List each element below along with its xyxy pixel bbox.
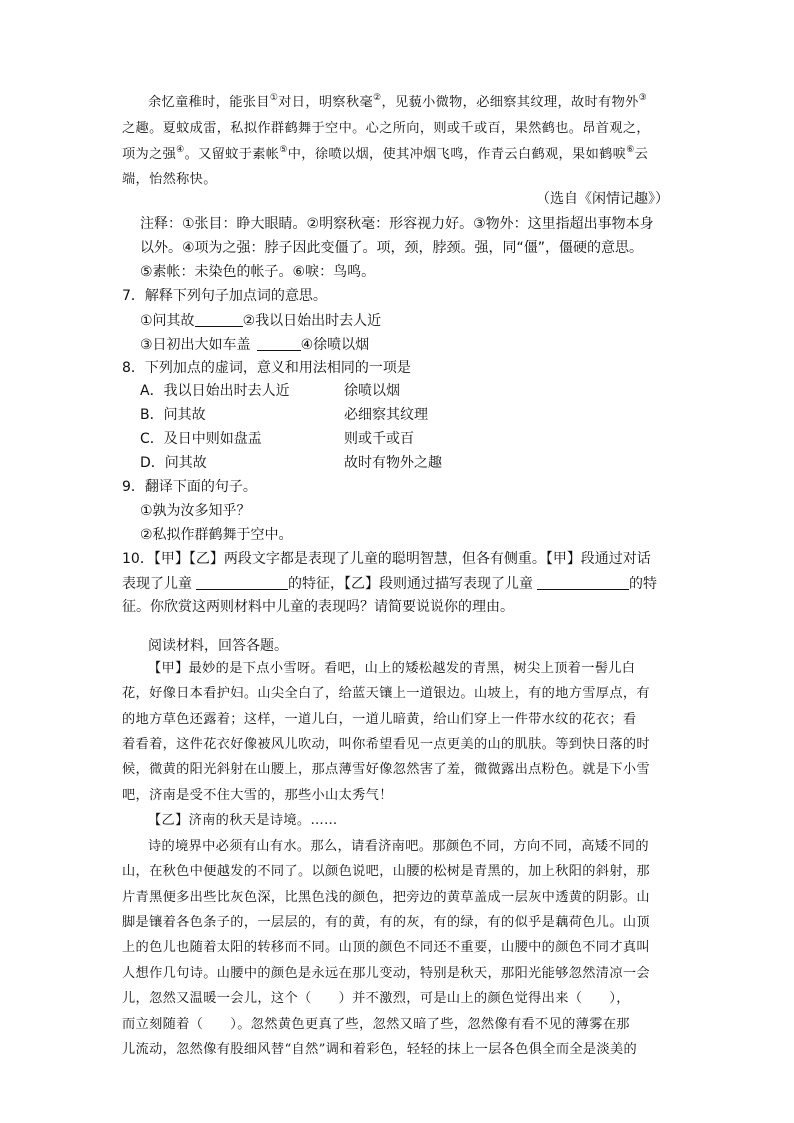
passage1-line-2: 之趣。夏蚊成雷，私拟作群鹤舞于空中。心之所向，则或千或百，果然鹤也。昂首观之， bbox=[122, 121, 650, 136]
yi-heading: 【乙】济南的秋天是诗境。…… bbox=[148, 813, 338, 828]
notes-line-2: 以外。④项为之强：脖子因此变僵了。项，颈，脖颈。强，同“僵”，僵硬的意思。 bbox=[140, 240, 644, 256]
yi-line: 上的色儿也随着太阳的转移而不同。山顶的颜色不同还不重要，山腰中的颜色不同才真叫 bbox=[122, 940, 650, 955]
passage1-source: （选自《闲情记趣》） bbox=[536, 191, 669, 207]
yi-line: 而立刻随着（ ）。忽然黄色更真了些，忽然又暗了些，忽然像有看不见的薄雾在那 bbox=[122, 1017, 630, 1032]
answer-blank[interactable] bbox=[196, 576, 288, 590]
passage1-line-4: 端，怡然称快。 bbox=[122, 172, 217, 187]
jia-line: 花，好像日本看护妇。山尖全白了，给蓝天镶上一道银边。山坡上，有的地方雪厚点，有 bbox=[122, 686, 650, 701]
q9-item-1: ①孰为汝多知乎？ bbox=[140, 503, 251, 519]
q7-row-1: ①问其故 ②我以日始出时去人近 bbox=[140, 313, 382, 329]
jia-line: 的地方草色还露着；这样，一道儿白，一道儿暗黄，给山们穿上一件带水纹的花衣；看 bbox=[122, 712, 637, 727]
q8-option-a-pair: 徐喷以烟 bbox=[344, 383, 400, 399]
reading-intro: 阅读材料，回答各题。 bbox=[148, 638, 288, 654]
jia-line: 【甲】最妙的是下点小雪呀。看吧，山上的矮松越发的青黑，树尖上顶着一髻儿白 bbox=[148, 661, 636, 676]
yi-line: 山，在秋色中便越发的不同了。以颜色说吧，山腰的松树是青黑的，加上秋阳的斜射，那 bbox=[122, 864, 650, 879]
yi-line: 诗的境界中必须有山有水。那么，请看济南吧。那颜色不同，方向不同，高矮不同的 bbox=[148, 839, 649, 854]
q10-line-2: 表现了儿童 的特征，【乙】段则通过描写表现了儿童 的特 bbox=[122, 576, 657, 592]
jia-line: 着看着，这件花衣好像被风儿吹动，叫你希望看见一点更美的山的肌肤。等到快日落的时 bbox=[122, 737, 650, 752]
q8-option-d-pair: 故时有物外之趣 bbox=[344, 455, 442, 471]
jia-line: 吧，济南是受不住大雪的，那些小山太秀气！ bbox=[122, 788, 393, 803]
q8-option-b-pair: 必细察其纹理 bbox=[344, 407, 428, 423]
q8-option-a[interactable]: A．我以日始出时去人近 bbox=[140, 383, 290, 399]
q9-stem: 9．翻译下面的句子。 bbox=[122, 479, 257, 495]
yi-line: 片青黑便多出些比灰色深，比黑色浅的颜色，把旁边的黄草盖成一层灰中透黄的阴影。山 bbox=[122, 890, 650, 905]
passage1-line-3: 项为之强④。又留蚊于素帐⑤中，徐喷以烟，使其冲烟飞鸣，作青云白鹤观，果如鹤唳⑥云 bbox=[122, 145, 649, 162]
q8-option-c[interactable]: C．及日中则如盘盂 bbox=[140, 431, 262, 447]
q10-line-1: 10．【甲】【乙】两段文字都是表现了儿童的聪明智慧，但各有侧重。【甲】段通过对话 bbox=[122, 551, 651, 567]
passage1-line-1: 余忆童稚时，能张目①对日，明察秋毫②，见藐小微物，必细察其纹理，故时有物外③ bbox=[148, 93, 648, 110]
note-marker: ② bbox=[373, 93, 382, 103]
q10-line-3: 征。你欣赏这两则材料中儿童的表现吗？请简要说说你的理由。 bbox=[122, 599, 514, 615]
q7-stem: 7．解释下列句子加点词的意思。 bbox=[122, 288, 327, 304]
yi-line: 人想作几句诗。山腰中的颜色是永远在那儿变动，特别是秋天，那阳光能够忽然清凉一会 bbox=[122, 966, 650, 981]
yi-line: 儿流动，忽然像有股细风替“自然”调和着彩色，轻轻的抹上一层各色俱全而全是淡美的 bbox=[122, 1042, 638, 1057]
note-marker: ④ bbox=[176, 145, 185, 155]
q8-option-c-pair: 则或千或百 bbox=[344, 431, 414, 447]
q8-stem: 8．下列加点的虚词，意义和用法相同的一项是 bbox=[122, 360, 411, 376]
answer-blank[interactable] bbox=[195, 313, 243, 327]
q8-option-d[interactable]: D．问其故 bbox=[140, 455, 207, 471]
note-marker: ⑤ bbox=[279, 145, 288, 155]
answer-blank[interactable] bbox=[537, 576, 629, 590]
note-marker: ③ bbox=[638, 93, 648, 103]
yi-line: 脚是镶着各色条子的，一层层的，有的黄，有的灰，有的绿，有的似乎是藕荷色儿。山顶 bbox=[122, 915, 650, 930]
q9-item-2: ②私拟作群鹤舞于空中。 bbox=[140, 527, 293, 543]
note-marker: ⑥ bbox=[626, 145, 635, 155]
jia-line: 候，微黄的阳光斜射在山腰上，那点薄雪好像忽然害了羞，微微露出点粉色。就是下小雪 bbox=[122, 762, 650, 777]
q8-option-b[interactable]: B．问其故 bbox=[140, 407, 206, 423]
yi-line: 儿，忽然又温暖一会儿，这个（ ）并不激烈，可是山上的颜色觉得出来（ ）， bbox=[122, 991, 630, 1006]
notes-line-1: 注释：①张目：睁大眼睛。②明察秋毫：形容视力好。③物外：这里指超出事物本身 bbox=[140, 216, 654, 232]
q7-row-2: ③日初出大如车盖 ④徐喷以烟 bbox=[140, 337, 370, 353]
notes-line-3: ⑤素帐：未染色的帐子。⑥唳：鸟鸣。 bbox=[140, 264, 376, 280]
note-marker: ① bbox=[269, 93, 279, 103]
answer-blank[interactable] bbox=[257, 337, 301, 351]
